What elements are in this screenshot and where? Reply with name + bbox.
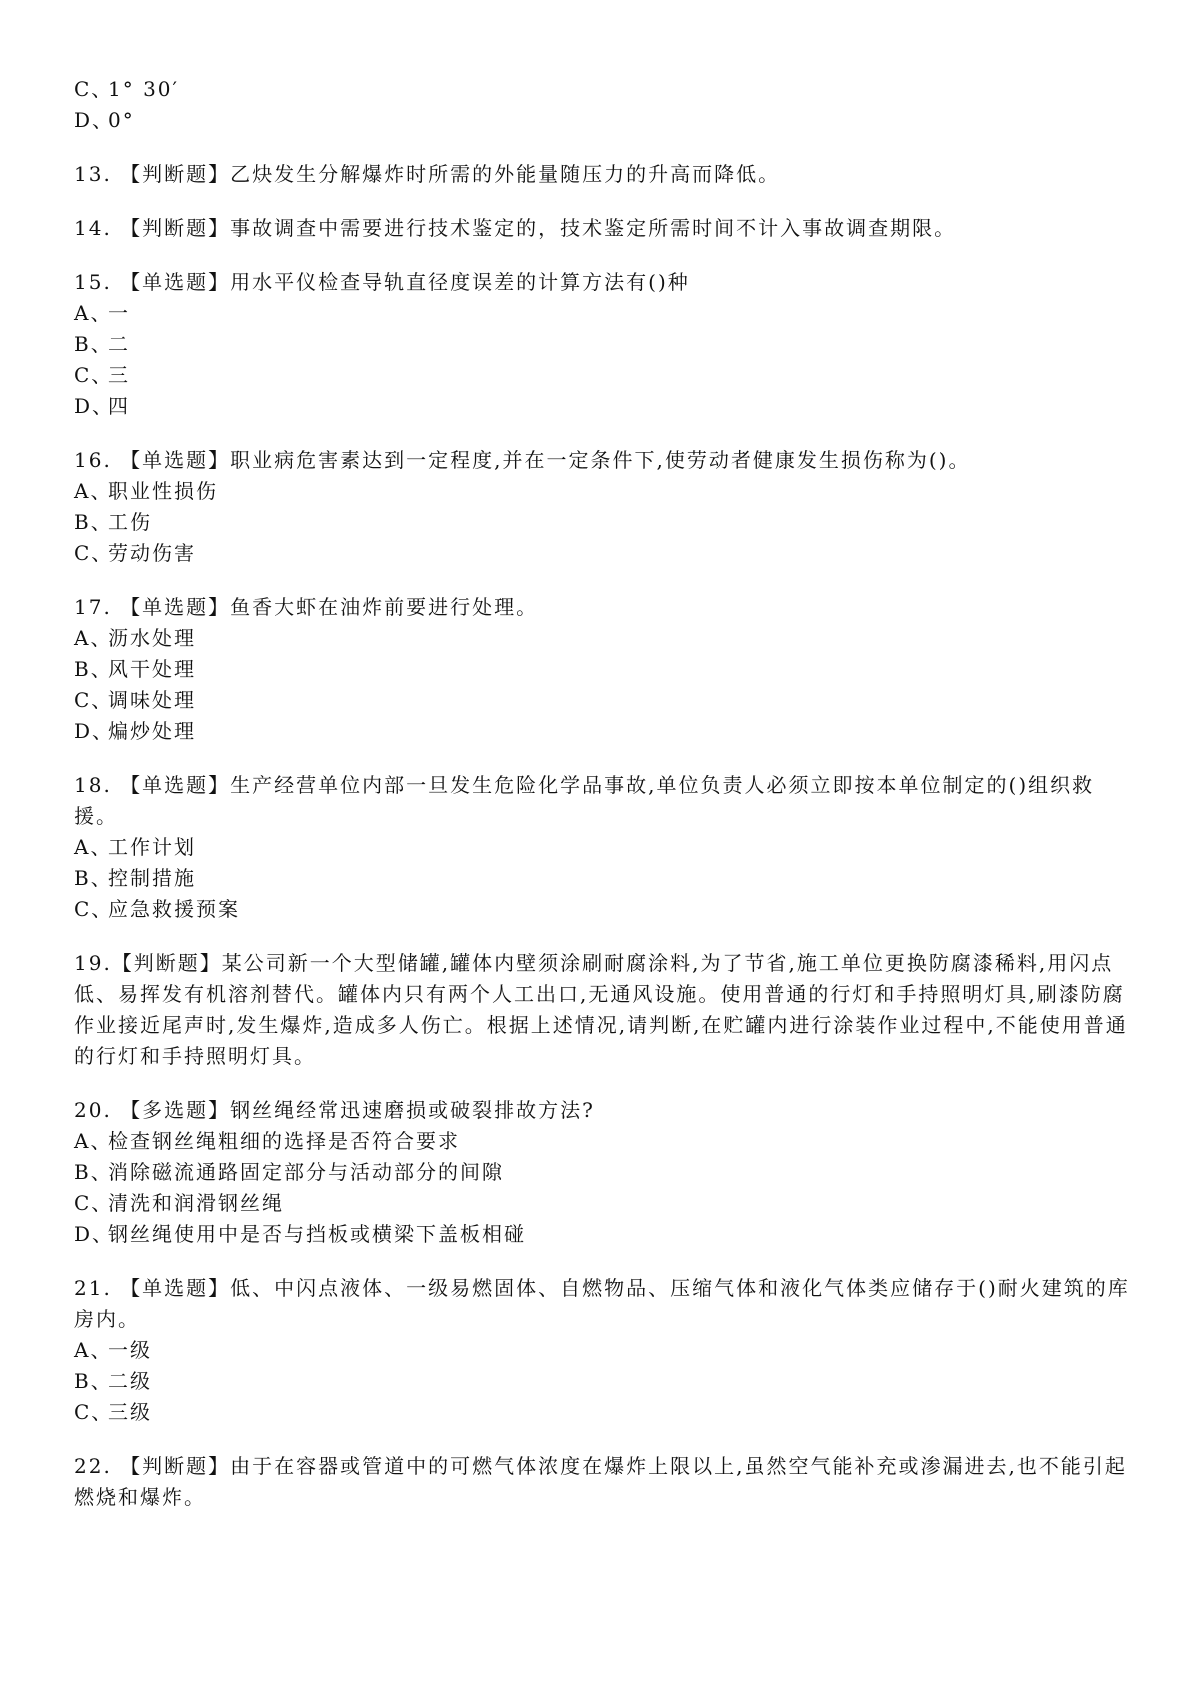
option-text: 工作计划: [108, 835, 196, 859]
option-text: 消除磁流通路固定部分与活动部分的间隙: [108, 1160, 504, 1184]
option-text: 钢丝绳使用中是否与挡板或横梁下盖板相碰: [108, 1222, 526, 1246]
question-text: 13. 【判断题】乙炔发生分解爆炸时所需的外能量随压力的升高而降低。: [74, 162, 781, 186]
question-text: 14. 【判断题】事故调查中需要进行技术鉴定的，技术鉴定所需时间不计入事故调查期限。: [74, 216, 957, 240]
question-text: 18. 【单选题】生产经营单位内部一旦发生危险化学品事故,单位负责人必须立即按本单位制定的()组织救援。: [74, 773, 1095, 828]
question-text: 22. 【判断题】由于在容器或管道中的可燃气体浓度在爆炸上限以上,虽然空气能补充或渗漏进去,也不能引起燃烧和爆炸。: [74, 1454, 1127, 1509]
option-text: 劳动伤害: [108, 541, 196, 565]
option-letter: B、: [74, 866, 113, 890]
option-letter: C、: [74, 688, 114, 712]
option-b: [74, 654, 1134, 685]
question-text: 21. 【单选题】低、中闪点液体、一级易燃固体、自燃物品、压缩气体和液化气体类应储存于()耐火建筑的库房内。: [74, 1276, 1130, 1331]
option-a: [74, 298, 1134, 329]
question-text: 20. 【多选题】钢丝绳经常迅速磨损或破裂排故方法?: [74, 1098, 595, 1122]
question-15: [74, 267, 1134, 422]
option-letter: B、: [74, 332, 113, 356]
option-text: 四: [108, 394, 130, 418]
option-c: [74, 685, 1134, 716]
option-letter: C、: [74, 363, 114, 387]
option-letter: D、: [74, 1222, 115, 1246]
option-letter: A、: [74, 835, 113, 859]
option-letter: B、: [74, 1160, 113, 1184]
option-b: [74, 507, 1134, 538]
option-d: [74, 391, 1134, 422]
option-text: 二: [108, 332, 130, 356]
option-letter: D、: [74, 719, 115, 743]
option-c: [74, 538, 1134, 569]
option-text: 检查钢丝绳粗细的选择是否符合要求: [108, 1129, 460, 1153]
option-a: [74, 832, 1134, 863]
question-20: [74, 1095, 1134, 1250]
option-letter: B、: [74, 657, 113, 681]
option-text: 一级: [108, 1338, 152, 1362]
question-text: 16. 【单选题】职业病危害素达到一定程度,并在一定条件下,使劳动者健康发生损伤称为()。: [74, 448, 971, 472]
question-19: [74, 948, 1134, 1072]
option-text: 控制措施: [108, 866, 196, 890]
option-text: 沥水处理: [108, 626, 196, 650]
option-letter: D、: [74, 394, 115, 418]
option-a: [74, 1335, 1134, 1366]
option-letter: B、: [74, 510, 113, 534]
option-text: 调味处理: [108, 688, 196, 712]
option-letter: C、: [74, 77, 114, 101]
option-letter: A、: [74, 626, 113, 650]
option-text: 三级: [108, 1400, 152, 1424]
option-text: 0°: [108, 108, 135, 132]
question-text: 17. 【单选题】鱼香大虾在油炸前要进行处理。: [74, 595, 539, 619]
option-text: 风干处理: [108, 657, 196, 681]
question-text: 19.【判断题】某公司新一个大型储罐,罐体内壁须涂刷耐腐涂料,为了节省,施工单位更换防腐漆稀料,用闪点低、易挥发有机溶剂替代。罐体内只有两个人工出口,无通风设施。使用普通的行灯和手持照明灯具,刷漆防腐作业接近尾声时,发生爆炸,造成多人伤亡。根据上述情况,请判断,在贮罐内进行涂装作业过程中,不能使用普通的行灯和手持照明灯具。: [74, 951, 1128, 1068]
option-d: [74, 105, 1134, 136]
option-a: [74, 623, 1134, 654]
option-text: 三: [108, 363, 130, 387]
option-text: 二级: [108, 1369, 152, 1393]
option-d: [74, 1219, 1134, 1250]
option-c: [74, 1188, 1134, 1219]
question-14: [74, 213, 1134, 244]
option-text: 一: [108, 301, 130, 325]
option-c: [74, 74, 1134, 105]
document-page: [74, 74, 1134, 1536]
option-c: [74, 894, 1134, 925]
option-a: [74, 476, 1134, 507]
question-13: [74, 159, 1134, 190]
option-letter: C、: [74, 541, 114, 565]
option-letter: B、: [74, 1369, 113, 1393]
option-b: [74, 1366, 1134, 1397]
option-letter: C、: [74, 897, 114, 921]
option-b: [74, 329, 1134, 360]
option-letter: C、: [74, 1400, 114, 1424]
option-letter: A、: [74, 301, 113, 325]
option-letter: A、: [74, 479, 113, 503]
question-17: [74, 592, 1134, 747]
option-letter: D、: [74, 108, 115, 132]
option-letter: A、: [74, 1338, 113, 1362]
option-a: [74, 1126, 1134, 1157]
option-text: 职业性损伤: [108, 479, 218, 503]
option-text: 煸炒处理: [108, 719, 196, 743]
option-text: 1° 30′: [108, 77, 180, 101]
option-b: [74, 1157, 1134, 1188]
option-d: [74, 716, 1134, 747]
question-18: [74, 770, 1134, 925]
option-text: 清洗和润滑钢丝绳: [108, 1191, 284, 1215]
option-letter: A、: [74, 1129, 113, 1153]
question-21: [74, 1273, 1134, 1428]
leading-options: [74, 74, 1134, 136]
question-16: [74, 445, 1134, 569]
option-b: [74, 863, 1134, 894]
option-c: [74, 1397, 1134, 1428]
option-text: 应急救援预案: [108, 897, 240, 921]
option-letter: C、: [74, 1191, 114, 1215]
option-c: [74, 360, 1134, 391]
question-text: 15. 【单选题】用水平仪检查导轨直径度误差的计算方法有()种: [74, 270, 690, 294]
option-text: 工伤: [108, 510, 152, 534]
question-22: [74, 1451, 1134, 1513]
